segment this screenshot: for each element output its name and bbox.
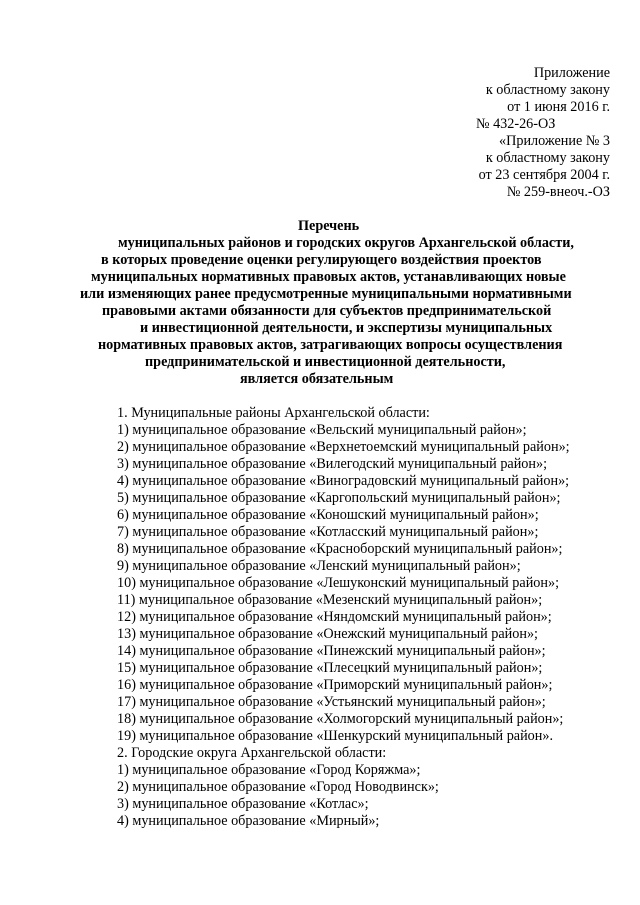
title-line: Перечень [298, 218, 360, 234]
list-item: 16) муниципальное образование «Приморский муниципальный район»; [117, 677, 553, 693]
header-line: от 23 сентября 2004 г. [478, 167, 610, 183]
list-item: 7) муниципальное образование «Котласский муниципальный район»; [117, 524, 539, 540]
title-line: нормативных правовых актов, затрагивающих вопросы осуществления [98, 337, 563, 353]
list-item: 15) муниципальное образование «Плесецкий муниципальный район»; [117, 660, 543, 676]
list-item: 3) муниципальное образование «Котлас»; [117, 796, 369, 812]
title-line: и инвестиционной деятельности, и экспертизы муниципальных [140, 320, 553, 336]
header-line: к областному закону [485, 82, 610, 98]
list-item: 12) муниципальное образование «Няндомский муниципальный район»; [117, 609, 552, 625]
title-line: муниципальных нормативных правовых актов, устанавливающих новые [91, 269, 566, 285]
list-item: 6) муниципальное образование «Коношский муниципальный район»; [117, 507, 539, 523]
list-item: 9) муниципальное образование «Ленский муниципальный район»; [117, 558, 521, 574]
list-item: 8) муниципальное образование «Красноборский муниципальный район»; [117, 541, 563, 557]
list-item: 3) муниципальное образование «Вилегодский муниципальный район»; [117, 456, 548, 472]
list-item: 10) муниципальное образование «Лешуконский муниципальный район»; [117, 575, 560, 591]
title-line: или изменяющих ранее предусмотренные муниципальными нормативными [80, 286, 572, 302]
header-line: № 259-внеоч.-ОЗ [506, 184, 610, 200]
list-item: 1) муниципальное образование «Город Коряжма»; [117, 762, 421, 778]
header-line: «Приложение № 3 [499, 133, 610, 149]
list-item: 4) муниципальное образование «Мирный»; [117, 813, 380, 829]
list-item: 2) муниципальное образование «Верхнетоемский муниципальный район»; [117, 439, 570, 455]
list-item: 5) муниципальное образование «Каргопольский муниципальный район»; [117, 490, 561, 506]
header-line: к областному закону [485, 150, 610, 166]
list-item: 18) муниципальное образование «Холмогорский муниципальный район»; [117, 711, 564, 727]
section-heading: 2. Городские округа Архангельской области: [117, 745, 387, 761]
header-line: № 432-26-ОЗ [476, 116, 556, 132]
title-line: муниципальных районов и городских округов Архангельской области, [118, 235, 574, 251]
list-item: 2) муниципальное образование «Город Новодвинск»; [117, 779, 439, 795]
title-line: предпринимательской и инвестиционной деятельности, [145, 354, 506, 370]
header-line: от 1 июня 2016 г. [507, 99, 610, 115]
list-item: 17) муниципальное образование «Устьянский муниципальный район»; [117, 694, 546, 710]
list-item: 14) муниципальное образование «Пинежский муниципальный район»; [117, 643, 546, 659]
section-heading: 1. Муниципальные районы Архангельской области: [117, 405, 430, 421]
title-line: является обязательным [240, 371, 394, 387]
list-item: 11) муниципальное образование «Мезенский муниципальный район»; [117, 592, 543, 608]
title-line: правовыми актами обязанности для субъектов предпринимательской [102, 303, 552, 319]
list-item: 1) муниципальное образование «Вельский муниципальный район»; [117, 422, 527, 438]
header-line: Приложение [533, 65, 610, 81]
list-item: 13) муниципальное образование «Онежский муниципальный район»; [117, 626, 538, 642]
title-line: в которых проведение оценки регулирующего воздействия проектов [101, 252, 542, 268]
list-item: 4) муниципальное образование «Виноградовский муниципальный район»; [117, 473, 570, 489]
list-item: 19) муниципальное образование «Шенкурский муниципальный район». [117, 728, 554, 744]
